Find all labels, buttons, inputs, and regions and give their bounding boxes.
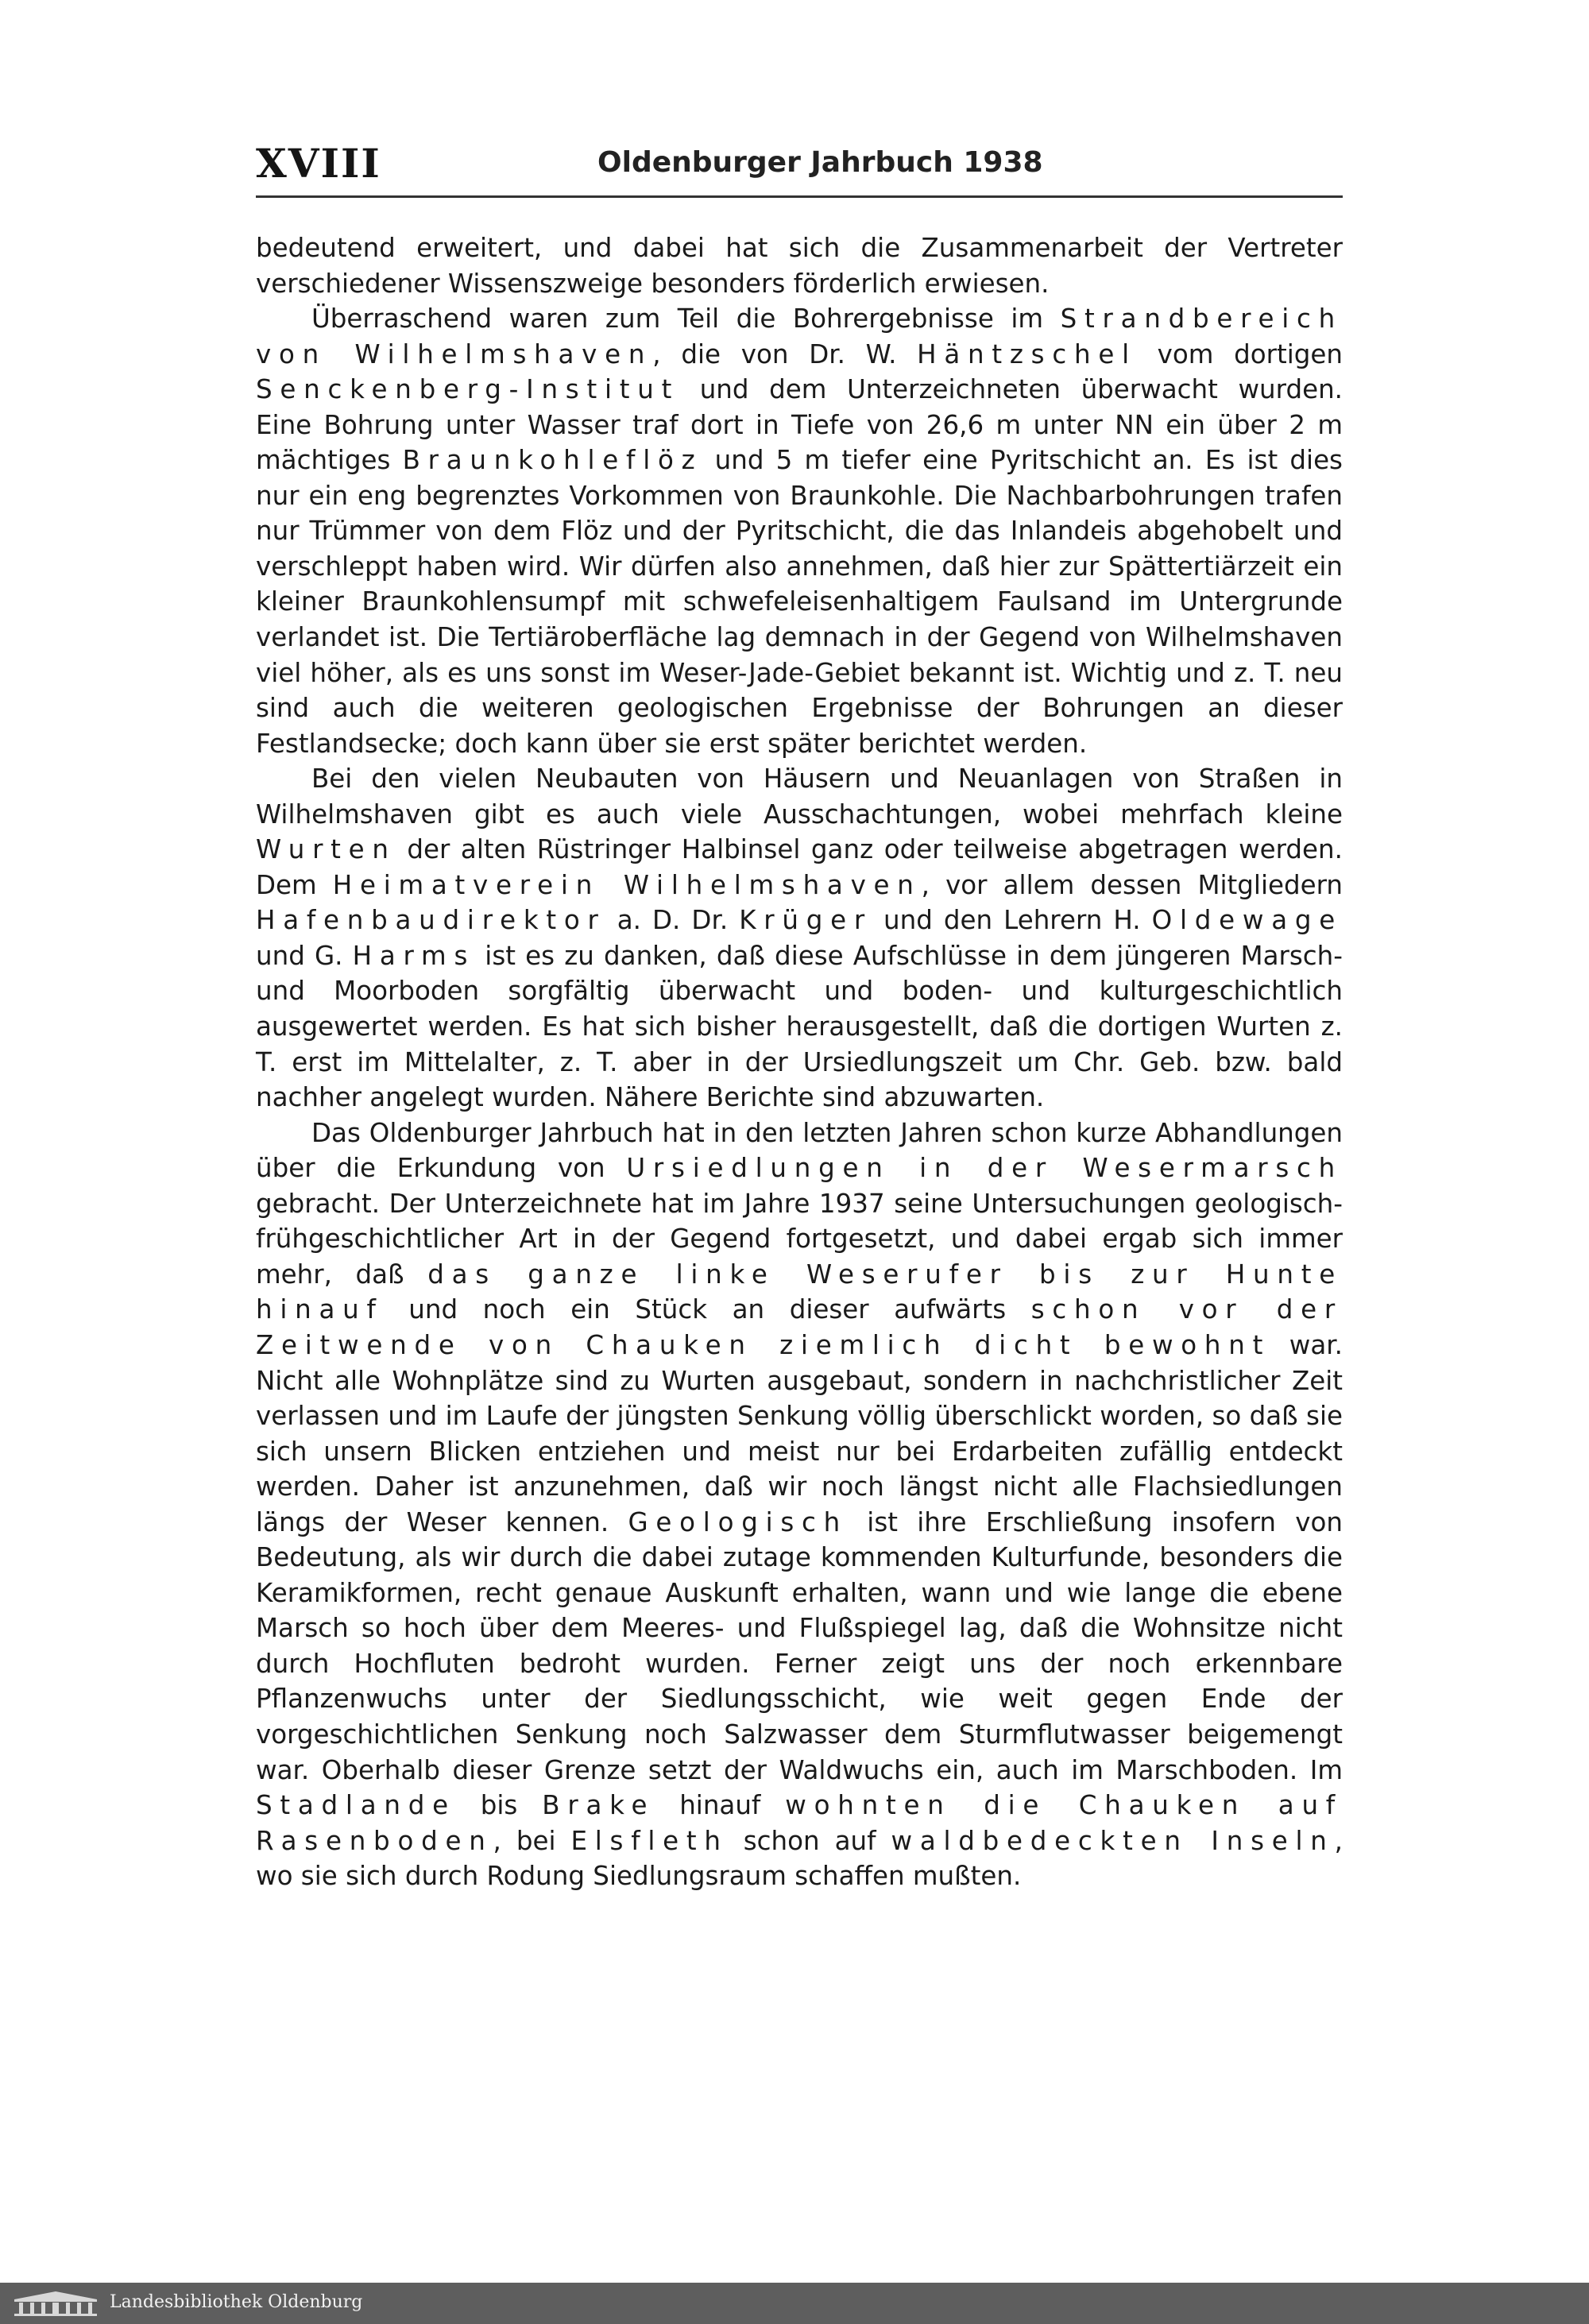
text-run: , vor allem dessen Mitgliedern bbox=[921, 869, 1343, 900]
spaced-emphasis: wohnten die Chauken auf Rasenboden bbox=[256, 1790, 1343, 1856]
text-run: bis bbox=[455, 1790, 543, 1821]
running-title: Oldenburger Jahrbuch 1938 bbox=[597, 146, 1043, 179]
spaced-emphasis: Oldewage bbox=[1151, 905, 1343, 936]
spaced-emphasis: Harms bbox=[352, 940, 476, 971]
text-run: a. D. Dr. bbox=[605, 905, 740, 936]
text-run: , die von Dr. W. bbox=[652, 338, 918, 369]
spaced-emphasis: Brake bbox=[542, 1790, 655, 1821]
footer-bar bbox=[0, 2283, 1589, 2324]
spaced-emphasis: Geologisch bbox=[628, 1506, 849, 1537]
text-run: war. Nicht alle Wohnplätze sind zu Wurten ausgebaut, sondern in nachchristlicher Zeit verlassen und im Laufe der jüngsten Senkung völlig überschlickt worden, so daß sie sich unsern Blicken entziehen und meist nur bei Erdarbeiten zufällig entdeckt werden. Daher ist anzunehmen, daß wir noch längst nicht alle Flachsiedlungen längs der Weser kennen. bbox=[256, 1329, 1343, 1537]
paragraph bbox=[256, 1116, 1343, 1894]
page-header bbox=[256, 140, 1343, 188]
text-run: der alten Rüstringer Halbinsel ganz oder teilweise abgetragen werden. Dem bbox=[256, 834, 1343, 900]
paragraph bbox=[256, 301, 1343, 761]
spaced-emphasis: Ursiedlungen in der Wesermarsch bbox=[626, 1153, 1343, 1184]
text-run: hinauf bbox=[655, 1790, 786, 1821]
text-run: Überraschend waren zum Teil die Bohrergebnisse im bbox=[311, 304, 1061, 334]
library-building-icon bbox=[13, 2290, 99, 2317]
text-run: und den Lehrern H. bbox=[872, 905, 1152, 936]
paragraph bbox=[256, 230, 1343, 301]
text-run: Das Oldenburger Jahrbuch hat in den letzten Jahren schon kurze Abhandlungen über die Erkundung von bbox=[256, 1117, 1343, 1184]
text-run: vom dortigen bbox=[1136, 338, 1343, 369]
spaced-emphasis: das ganze linke Weserufer bis zur Hunte hinauf bbox=[256, 1259, 1343, 1325]
text-run: und noch ein Stück an dieser aufwärts bbox=[383, 1294, 1031, 1325]
spaced-emphasis: schon vor der Zeitwende von Chauken ziemlich dicht bewohnt bbox=[256, 1294, 1343, 1360]
text-run: Bei den vielen Neubauten von Häusern und Neuanlagen von Straßen in Wilhelmshaven gibt es auch viele Ausschachtungen, wobei mehrfach kleine bbox=[256, 764, 1343, 829]
page-number: XVIII bbox=[256, 140, 381, 187]
text-run: und 5 m tiefer eine Pyritschicht an. Es ist dies nur ein eng begrenztes Vorkommen von Braunkohle. Die Nachbarbohrungen trafen nur Trümmer von dem Flöz und der Pyritschicht, die das Inlandeis abgehobelt und verschleppt haben wird. Wir dürfen also annehmen, daß hier zur Spättertiärzeit ein kleiner Braunkohlensumpf mit schwefeleisenhaltigem Faulsand im Untergrunde verlandet ist. Die Tertiäroberfläche lag demnach in der Gegend von Wilhelmshaven viel höher, als es uns sonst im Weser-Jade-Gebiet bekannt ist. Wichtig und z. T. neu sind auch die weiteren geologischen Ergebnisse der Bohrungen an dieser Festlandsecke; doch kann über sie erst später berichtet werden. bbox=[256, 445, 1343, 759]
text-run: ist ihre Erschließung insofern von Bedeutung, als wir durch die dabei zutage kommenden Kulturfunde, besonders die Keramikformen, recht genaue Auskunft erhalten, wann und wie lange die ebene Marsch so hoch über dem Meeres- und Flußspiegel lag, daß die Wohnsitze nicht durch Hochfluten bedroht wurden. Ferner zeigt uns der noch erkennbare Pflanzenwuchs unter der Siedlungsschicht, wie weit gegen Ende der vorgeschichtlichen Senkung noch Salzwasser dem Sturmflutwasser beigemengt war. Oberhalb dieser Grenze setzt der Waldwuchs ein, auch im Marschboden. Im bbox=[256, 1506, 1343, 1785]
text-run: bedeutend erweitert, und dabei hat sich die Zusammenarbeit der Vertreter verschiedener Wissenszweige besonders förderlich erwiesen. bbox=[256, 233, 1343, 299]
paragraph bbox=[256, 761, 1343, 1115]
text-run: und dem Unterzeichneten überwacht wurden. Eine Bohrung unter Wasser traf dort in Tiefe von 26,6 m unter NN ein über 2 m mächtiges bbox=[256, 374, 1343, 476]
spaced-emphasis: Elsfleth bbox=[570, 1825, 729, 1856]
spaced-emphasis: Krüger bbox=[739, 905, 872, 936]
spaced-emphasis: waldbedeckten Inseln bbox=[891, 1825, 1335, 1856]
spaced-emphasis: Hafenbaudirektor bbox=[256, 905, 606, 936]
spaced-emphasis: Braunkohleflöz bbox=[402, 445, 703, 476]
header-rule bbox=[256, 195, 1343, 198]
spaced-emphasis: Strandbereich von Wilhelmshaven bbox=[256, 304, 1343, 369]
text-run: , wo sie sich durch Rodung Siedlungsraum schaffen mußten. bbox=[256, 1825, 1343, 1892]
spaced-emphasis: Heimatverein Wilhelmshaven bbox=[332, 869, 922, 900]
text-run: gebracht. Der Unterzeichnete hat im Jahre 1937 seine Untersuchungen geologisch-frühgeschichtlicher Art in der Gegend fortgesetzt, und dabei ergab sich immer mehr, daß bbox=[256, 1188, 1343, 1290]
text-run: ist es zu danken, daß diese Aufschlüsse in dem jüngeren Marsch- und Moorboden sorgfältig überwacht und boden- und kulturgeschichtlich ausgewertet werden. Es hat sich bisher herausgestellt, daß die dortigen Wurten z. T. erst im Mittelalter, z. T. aber in der Ursiedlungszeit um Chr. Geb. bzw. bald nachher angelegt wurden. Nähere Berichte sind abzuwarten. bbox=[256, 940, 1343, 1113]
spaced-emphasis: Wurten bbox=[256, 834, 396, 865]
spaced-emphasis: Häntzschel bbox=[917, 338, 1137, 369]
spaced-emphasis: Senckenberg-Institut bbox=[256, 374, 680, 405]
spaced-emphasis: Stadlande bbox=[256, 1790, 456, 1821]
text-run: und G. bbox=[256, 940, 353, 971]
text-run: schon auf bbox=[728, 1825, 891, 1856]
library-name: Landesbibliothek Oldenburg bbox=[110, 2292, 363, 2312]
body-text bbox=[256, 230, 1343, 1894]
text-run: , bei bbox=[493, 1825, 571, 1856]
